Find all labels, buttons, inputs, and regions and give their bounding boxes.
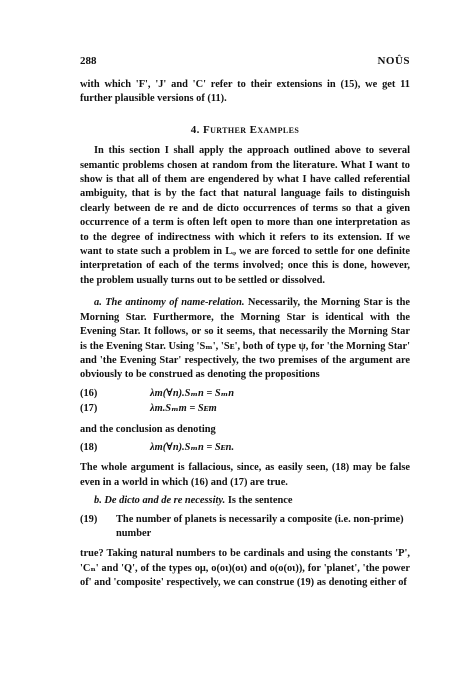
part-a-paragraph: [80, 296, 410, 382]
formula-number: (18): [80, 441, 98, 453]
part-b-heading-line: [80, 494, 410, 508]
formula-number: (16): [80, 387, 98, 399]
page-header: [80, 55, 410, 67]
section-title: 4. Further Examples: [190, 123, 300, 136]
formula-block-premises: [80, 387, 410, 417]
formula-expression: λm.Sₘm = Sᴇm: [150, 403, 217, 415]
sentence-text: The number of planets is necessarily a composite (i.e. non-prime) number: [116, 513, 404, 539]
part-b-heading-tail: Is the sentence: [227, 495, 293, 507]
part-a-heading: a. The antinomy of name-relation.: [94, 297, 245, 309]
formula-expression: λm(∀n).Sₘn = Sᴇn.: [150, 441, 235, 453]
conclusion-intro: and the conclusion as denoting: [80, 423, 216, 435]
part-a-after-paragraph: The whole argument is fallacious, since, as easily seen, (18) may be false even in a world in which (16) and (17) are true.: [80, 462, 410, 488]
formula-16: [80, 387, 410, 401]
formula-expression: λm(∀n).Sₘn = Sₘn: [150, 387, 235, 399]
formula-number: (17): [80, 403, 98, 415]
formula-18: [80, 441, 410, 455]
continuation-paragraph: with which 'F', 'J' and 'C' refer to their extensions in (15), we get 11 further plausible versions of (11).: [80, 79, 410, 105]
part-b-paragraph: true? Taking natural numbers to be cardinals and using the constants 'P', 'Cₙ' and 'Q', of the types oμ, o(oι)(oι) and o(o(oι)), for 'planet', 'the power of' and 'composite' respectively, we can construe (19) as denoting either of: [80, 548, 410, 589]
formula-17: [80, 402, 410, 416]
page-body: [80, 78, 410, 591]
part-a-text: Necessarily, the Morning Star is the Morning Star. Furthermore, the Morning Star is identical with the Evening Star. It follows, or so it seems, that necessarily the Morning Star is the Evening Star. Using 'Sₘ', 'Sᴇ', both of type ψ, for 'the Morning Star' and 'the Evening Star' respectively, the two premises of the argument are obviously to be construed as denoting the propositions: [80, 297, 410, 381]
part-b-heading: b. De dicto and de re necessity.: [94, 495, 226, 507]
sentence-number: (19): [80, 513, 98, 525]
section-intro-paragraph: In this section I shall apply the approach outlined above to several semantic problems chosen at random from the literature. What I want to show is that all of them are engendered by what I have called referential ambiguity, that is by the fact that natural language fails to distinguish clearly between de re and de dicto occurrences of terms so that a given occurrence of a term is often left open to more than one interpretation as to the degree of indirectness with which it refers to its extension. If we want to state such a problem in Lᵩ we are forced to settle for one definite interpretation of each of the terms involved; once this is done, however, the problem usually turns out to be settled or dissolved.: [80, 145, 410, 286]
numbered-sentence-19: [80, 513, 410, 542]
journal-title: NOÛS: [377, 55, 410, 67]
formula-block-conclusion: [80, 441, 410, 455]
page-number: 288: [80, 55, 97, 67]
